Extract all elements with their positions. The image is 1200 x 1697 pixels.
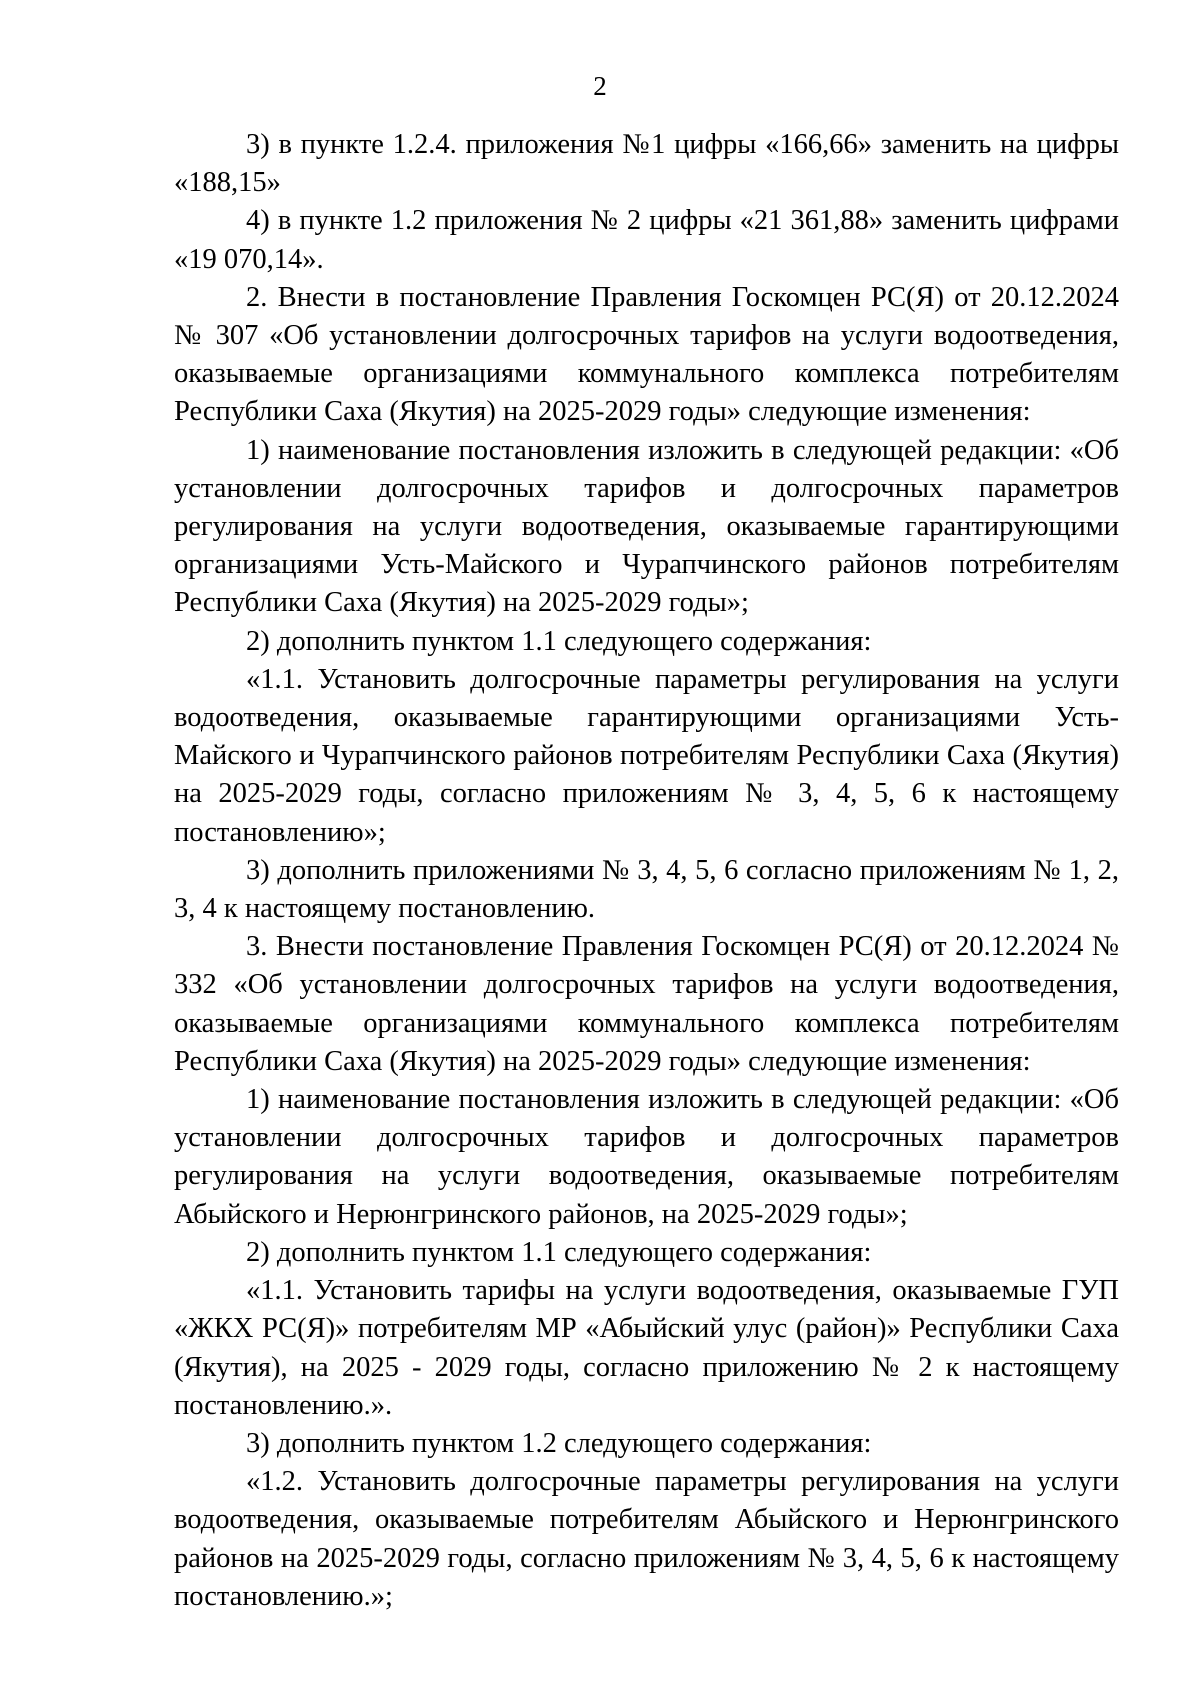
paragraph-section-2-amend-307: 2. Внести в постановление Правления Госкомцен РС(Я) от 20.12.2024 № 307 «Об установлении долгосрочных тарифов на услуги водоотведения, оказываемые организациями коммунального комплекса потребителям Республики Саха (Якутия) на 2025-2029 годы» следующие изменения: xyxy=(174,281,1119,428)
paragraph-section-2-item-1: 1) наименование постановления изложить в следующей редакции: «Об установлении долгосрочных тарифов и долгосрочных параметров регулирования на услуги водоотведения, оказываемые гарантирующими организациями Усть-Майского и Чурапчинского районов потребителям Республики Саха (Якутия) на 2025-2029 годы»; xyxy=(174,434,1119,619)
paragraph-section-2-item-2: 2) дополнить пунктом 1.1 следующего содержания: xyxy=(246,625,872,657)
paragraph-item-3-clause-1-2-4: 3) в пункте 1.2.4. приложения №1 цифры «166,66» заменить на цифры «188,15» xyxy=(174,129,1119,199)
paragraph-item-4-clause-1-2: 4) в пункте 1.2 приложения № 2 цифры «21 361,88» заменить цифрами «19 070,14». xyxy=(174,205,1119,275)
paragraph-section-3-clause-1-2: «1.2. Установить долгосрочные параметры регулирования на услуги водоотведения, оказываемые потребителям Абыйского и Нерюнгринского районов на 2025-2029 годы, согласно приложениям № 3, 4, 5, 6 к настоящему постановлению.»; xyxy=(174,1466,1119,1612)
paragraph-section-3-amend-332: 3. Внести постановление Правления Госкомцен РС(Я) от 20.12.2024 № 332 «Об установлении долгосрочных тарифов на услуги водоотведения, оказываемые организациями коммунального комплекса потребителям Республики Саха (Якутия) на 2025-2029 годы» следующие изменения: xyxy=(174,931,1119,1077)
document-body xyxy=(174,126,1119,1616)
paragraph-section-3-item-2: 2) дополнить пунктом 1.1 следующего содержания: xyxy=(246,1236,872,1268)
paragraph-section-3-item-3: 3) дополнить пунктом 1.2 следующего содержания: xyxy=(246,1427,872,1459)
paragraph-section-2-clause-1-1: «1.1. Установить долгосрочные параметры регулирования на услуги водоотведения, оказываемые гарантирующими организациями Усть-Майского и Чурапчинского районов потребителям Республики Саха (Якутия) на 2025-2029 годы, согласно приложениям № 3, 4, 5, 6 к настоящему постановлению»; xyxy=(174,663,1119,848)
paragraph-section-3-clause-1-1: «1.1. Установить тарифы на услуги водоотведения, оказываемые ГУП «ЖКХ РС(Я)» потребителям МР «Абыйский улус (район)» Республики Саха (Якутия), на 2025 - 2029 годы, согласно приложению № 2 к настоящему постановлению.». xyxy=(174,1275,1119,1421)
page-number: 2 xyxy=(593,71,607,101)
paragraph-section-3-item-1: 1) наименование постановления изложить в следующей редакции: «Об установлении долгосрочных тарифов и долгосрочных параметров регулирования на услуги водоотведения, оказываемые потребителям Абыйского и Нерюнгринского районов, на 2025-2029 годы»; xyxy=(174,1084,1119,1230)
paragraph-section-2-item-3: 3) дополнить приложениями № 3, 4, 5, 6 согласно приложениям № 1, 2, 3, 4 к настоящему постановлению. xyxy=(174,854,1119,925)
